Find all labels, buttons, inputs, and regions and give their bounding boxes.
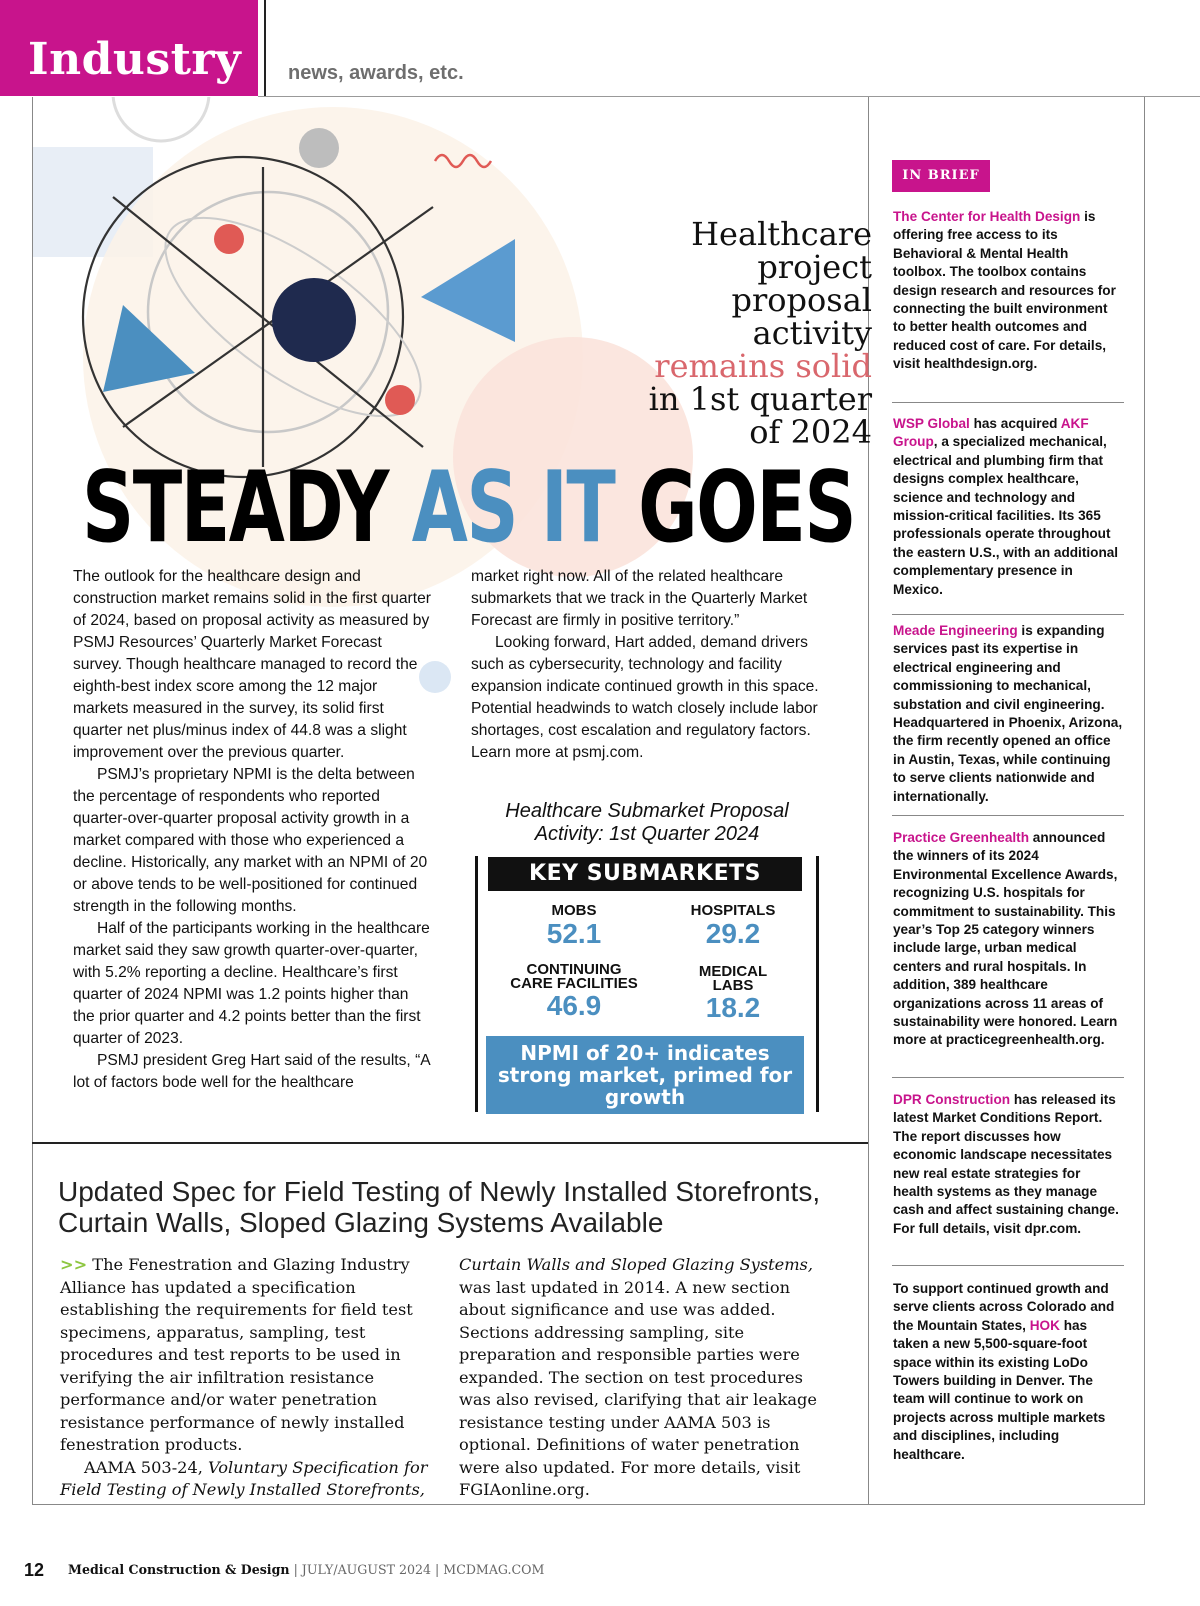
outline-circle-decoration	[113, 97, 209, 141]
kicker-line: of 2024	[749, 413, 872, 451]
story-headline: Updated Spec for Field Testing of Newly Installed Storefronts, Curtain Walls, Sloped Glazing Systems Available	[58, 1176, 821, 1238]
brief-org: Meade Engineering	[893, 623, 1018, 638]
kicker-line: proposal	[731, 281, 872, 319]
spec-title: Curtain Walls and Sloped Glazing Systems,	[459, 1255, 814, 1274]
brief-text: is expanding services past its expertise in electrical engineering and commissioning to mechanical, substation and civil engineering. Headquartered in Phoenix, Arizona, the firm recently opened an office in Austin, Texas, while continuing to serve clients nationwide and internationally.	[893, 623, 1123, 804]
brief-org: Practice Greenhealth	[893, 830, 1029, 845]
stat-label-mobs	[489, 904, 659, 918]
paragraph: market right now. All of the related healthcare submarkets that we track in the Quarterly Market Forecast are firmly in positive territory.”	[471, 568, 808, 629]
brief-text: announced the winners of its 2024 Environmental Excellence Awards, recognizing U.S. hospitals for commitment to sustainability. This year’s Top 25 category winners include large, urban medical centers and rural hospitals. In addition, 389 healthcare organizations across 11 areas of sustainability were honored. Learn more at practicegreenhealth.org.	[893, 830, 1118, 1048]
page-number: 12	[24, 1560, 45, 1580]
brief-item	[893, 1280, 1123, 1464]
paragraph: Half of the participants working in the healthcare market said they saw growth quarter-over-quarter, with 5.2% reporting a decline. Healthcare’s first quarter of 2024 NPMI was 1.2 points higher than the prior quarter and 4.2 points better than the first quarter of 2023.	[73, 920, 430, 1047]
stat-label-line: CARE FACILITIES	[510, 975, 638, 992]
brief-org: The Center for Health Design	[893, 209, 1081, 224]
stat-value-continuing-care: 46.9	[546, 990, 602, 1021]
stat-value-hospitals: 29.2	[705, 918, 761, 949]
brief-item	[893, 208, 1123, 374]
headline-part: GOES	[614, 451, 856, 565]
stat-label-line: CONTINUING	[526, 961, 622, 978]
chart-banner: KEY SUBMARKETS	[488, 857, 802, 891]
red-planet	[214, 224, 244, 254]
brief-text: has acquired	[969, 416, 1061, 431]
red-planet	[385, 385, 415, 415]
stat-label-line: MOBS	[551, 902, 597, 919]
brief-text: , a specialized mechanical, electrical and plumbing firm that designs complex healthcare, science and technology and mission-critical facilities. Its 365 professionals operate throughout the eastern U.S., with an additional complementary presence in Mexico.	[893, 434, 1119, 597]
issue-info: | JULY/AUGUST 2024 | MCDMAG.COM	[289, 1562, 545, 1577]
section-tab	[0, 0, 258, 96]
brief-org: DPR Construction	[893, 1092, 1011, 1107]
kicker-line: activity	[752, 314, 872, 352]
feature-headline	[82, 451, 856, 565]
double-arrow-icon: >>	[60, 1255, 88, 1274]
brief-item	[893, 622, 1123, 806]
section-title: Industry	[28, 34, 242, 85]
brief-item	[893, 829, 1123, 1050]
brief-divider	[892, 815, 1124, 816]
brief-divider	[892, 1265, 1124, 1266]
headline-part: STEADY	[82, 451, 412, 565]
kicker-line: in 1st quarter	[648, 380, 872, 418]
in-brief-tag: IN BRIEF	[892, 160, 990, 192]
paragraph-text: was last updated in 2014. A new section about significance and use was added. Sections addressing sampling, site preparation and responsible parties were expanded. The section on test procedures was also revised, clarifying that air leakage resistance testing under AAMA 503 is optional. Definitions of water penetration were also updated. For more details, visit FGIAonline.org.	[459, 1277, 817, 1499]
brief-text: To support continued growth and serve clients across Colorado and the Mountain States,	[893, 1281, 1115, 1333]
feature-column-1	[73, 566, 433, 1094]
kicker-line: project	[757, 248, 872, 286]
brief-text: has taken a new 5,500-square-foot space within its existing LoDo Towers building in Denver. The team will continue to work on projects across multiple markets and disciplines, including healthcare.	[893, 1317, 1106, 1462]
paragraph-text: AAMA 503-24,	[84, 1457, 209, 1477]
brief-org: AKF Group	[893, 416, 1089, 450]
magazine-name: Medical Construction & Design	[68, 1562, 290, 1577]
stat-label-medical-labs	[648, 965, 818, 993]
brief-text: is offering free access to its Behavioral & Mental Health toolbox. The toolbox contains design research and resources for connecting the built environment to better health outcomes and reduced cost of care. For details, visit healthdesign.org.	[893, 209, 1116, 372]
brief-org: WSP Global	[893, 416, 970, 431]
brief-divider	[892, 402, 1124, 403]
brief-item	[893, 1091, 1123, 1238]
hero-kicker	[572, 215, 872, 451]
paragraph-text: The Fenestration and Glazing Industry Alliance has updated a specification establishing the requirements for field test specimens, apparatus, sampling, test procedures and test reports to be used in verifying the air infiltration resistance performance and/or water penetration resistance performance of newly installed fenestration products.	[60, 1255, 413, 1454]
stat-label-continuing-care	[489, 963, 659, 991]
kicker-line: Healthcare	[691, 215, 872, 253]
footer-folio	[68, 1562, 544, 1577]
navy-core-circle	[272, 278, 356, 362]
spec-title: Voluntary Specification for Field Testing of Newly Installed Storefronts,	[60, 1457, 428, 1499]
sidebar-right-rule	[1144, 97, 1145, 1505]
paragraph	[459, 1254, 829, 1502]
brief-divider	[892, 1077, 1124, 1078]
stat-label-hospitals	[648, 904, 818, 918]
brief-divider	[892, 614, 1124, 615]
stat-value-mobs: 52.1	[546, 918, 602, 949]
paragraph: PSMJ’s proprietary NPMI is the delta between the percentage of respondents who reported quarter-over-quarter proposal activity growth in a market compared with those who experienced a decline. Historically, any market with an NPMI of 20 or above tends to be well-positioned for continued strength in the following months.	[73, 766, 428, 915]
story-divider	[32, 1142, 868, 1144]
paragraph: PSMJ president Greg Hart said of the results, “A lot of factors bode well for the healthcare	[73, 1052, 430, 1091]
stat-label-line: LABS	[712, 977, 754, 994]
paragraph	[60, 1254, 432, 1457]
feature-column-2	[471, 566, 833, 764]
kicker-highlight: remains solid	[654, 347, 872, 385]
brief-text: has released its latest Market Conditions Report. The report discusses how economic landscape necessitates new real estate strategies for health systems as they manage cash and affect sustaining change. For full details, visit dpr.com.	[893, 1092, 1119, 1236]
chart-title: Healthcare Submarket Proposal Activity: 1st Quarter 2024	[505, 800, 789, 845]
chart-note: NPMI of 20+ indicates strong market, primed for growth	[486, 1036, 804, 1114]
stat-label-line: MEDICAL	[698, 963, 768, 980]
headline-highlight: AS IT	[411, 451, 615, 565]
brief-item	[893, 415, 1123, 599]
paragraph: The outlook for the healthcare design and construction market remains solid in the first quarter of 2024, based on proposal activity as measured by PSMJ Resources’ Quarterly Market Forecast survey. Though healthcare managed to record the eighth-best index score among the 12 major markets measured in the survey, its solid first quarter net plus/minus index of 44.8 was a slight improvement over the previous quarter.	[73, 568, 431, 761]
paragraph	[60, 1457, 432, 1502]
section-subtitle: news, awards, etc.	[288, 62, 464, 84]
paragraph: Looking forward, Hart added, demand drivers such as cybersecurity, technology and facility expansion indicate continued growth in this space. Potential headwinds to watch closely include labor shortages, cost escalation and regulatory factors. Learn more at psmj.com.	[471, 634, 819, 761]
stat-value-medical-labs: 18.2	[705, 992, 761, 1023]
story-column-1	[60, 1254, 432, 1502]
story-column-2	[459, 1254, 829, 1502]
header-divider	[264, 0, 266, 96]
stat-label-line: HOSPITALS	[690, 902, 776, 919]
brief-org: HOK	[1029, 1317, 1060, 1333]
footer-rule	[32, 1504, 1144, 1505]
gray-planet	[299, 128, 339, 168]
